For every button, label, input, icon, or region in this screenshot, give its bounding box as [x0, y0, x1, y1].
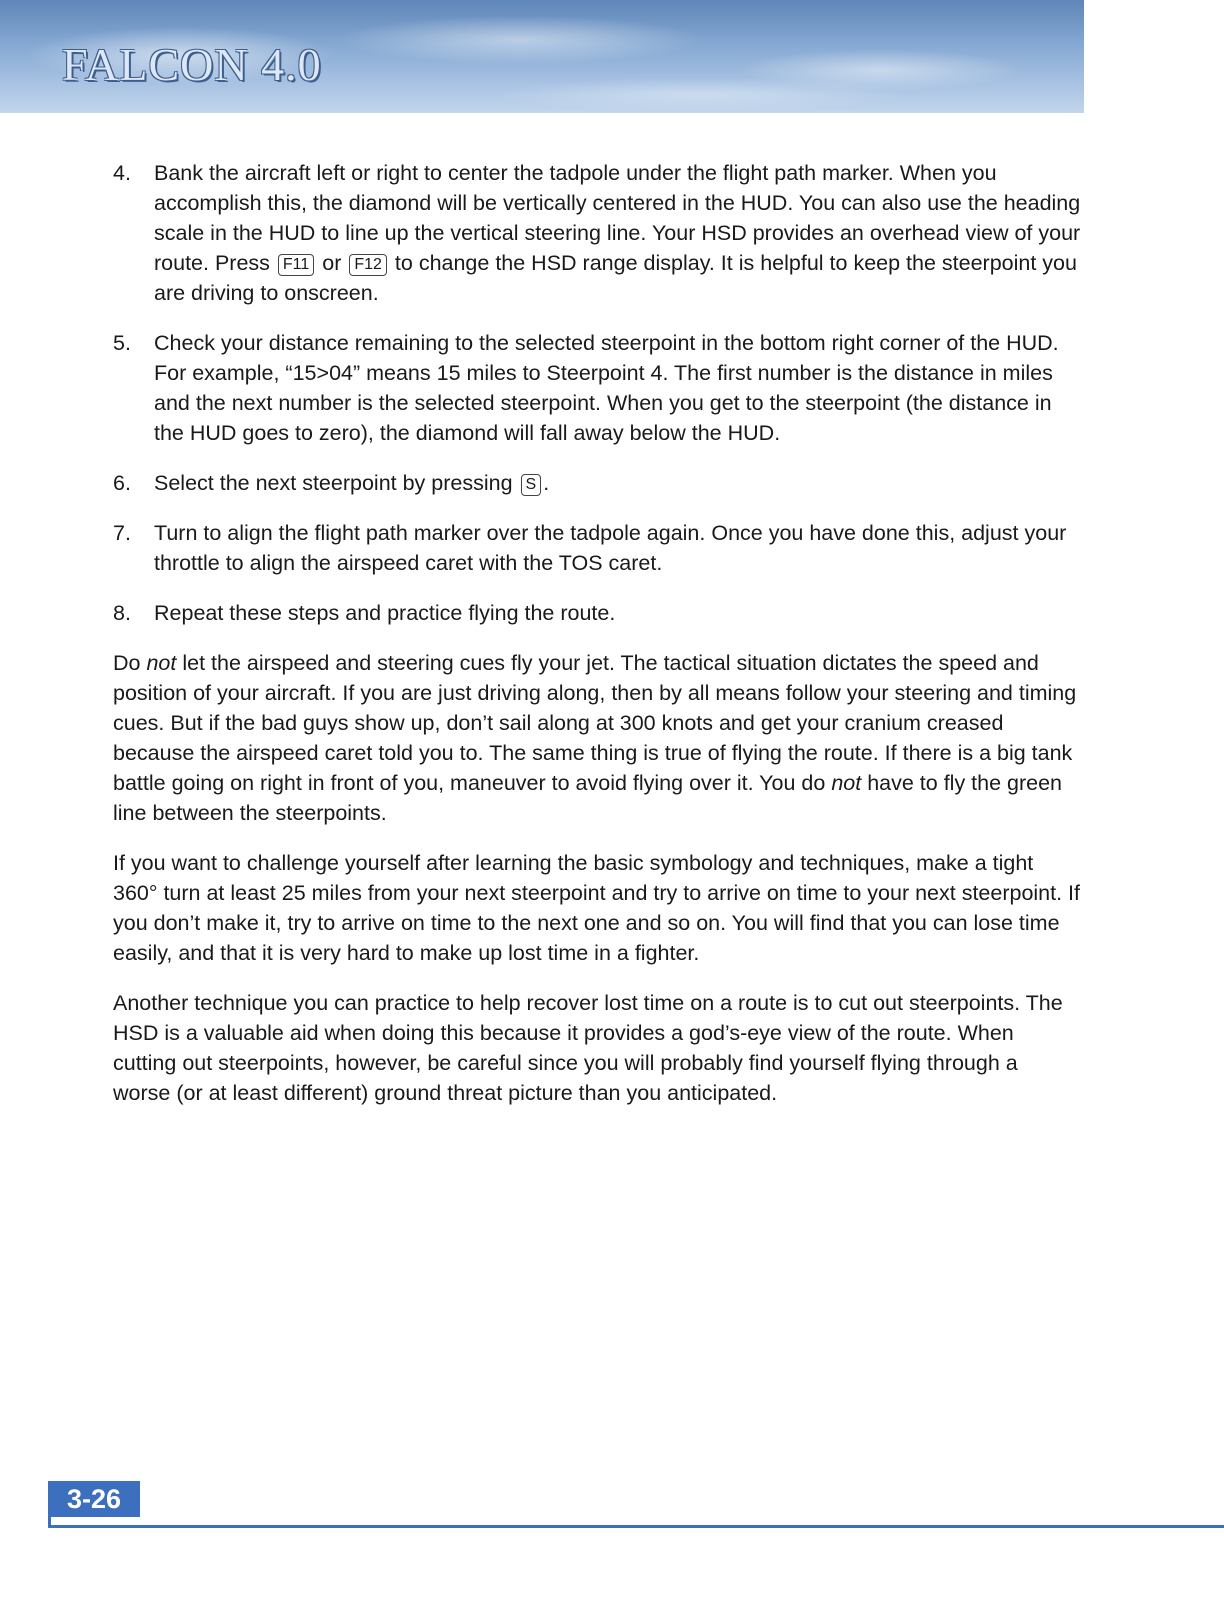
step-text: Bank the aircraft left or right to center the tadpole under the flight path marker. When you accomplish this, the diamond will be vertically centered in the HUD. You can also use the heading scale in the HUD to line up the vertical steering line. Your HSD provides an overhead view of your route. Press: [154, 161, 1081, 275]
key-f12: F12: [349, 254, 387, 276]
step-number: 4.: [113, 161, 131, 185]
list-item: [113, 598, 1081, 628]
header-banner: [0, 0, 1084, 113]
paragraph-text: Do: [113, 651, 147, 675]
list-item: [113, 158, 1081, 308]
page-content: [113, 158, 1081, 1128]
page-number: 3-26: [48, 1481, 140, 1517]
paragraph-text: let the airspeed and steering cues fly your jet. The tactical situation dictates the speed and position of your aircraft. If you are just driving along, then by all means follow your steering and timing cues. But if the bad guys show up, don’t sail along at 300 knots and get your cranium creased because the airspeed caret told you to. The same thing is true of flying the route. If there is a big tank battle going on right in front of you, maneuver to avoid flying over it. You do: [113, 651, 1077, 795]
steps-list: [113, 158, 1081, 628]
step-number: 6.: [113, 471, 131, 495]
step-text: Select the next steerpoint by pressing: [154, 471, 519, 495]
banner-title: FALCON 4.0: [62, 39, 322, 90]
footer-rule: [48, 1525, 1224, 1528]
step-number: 7.: [113, 521, 131, 545]
emphasis-text: not: [146, 651, 177, 675]
step-text: or: [316, 251, 348, 275]
key-f11: F11: [278, 254, 314, 276]
step-text: Turn to align the flight path marker over the tadpole again. Once you have done this, adjust your throttle to align the airspeed caret with the TOS caret.: [154, 521, 1067, 575]
list-item: [113, 468, 1081, 498]
key-s: S: [521, 474, 542, 496]
step-number: 5.: [113, 331, 131, 355]
step-text: .: [543, 471, 550, 495]
step-text: Repeat these steps and practice flying the route.: [154, 601, 616, 625]
list-item: [113, 328, 1081, 448]
body-paragraph: Another technique you can practice to help recover lost time on a route is to cut out steerpoints. The HSD is a valuable aid when doing this because it provides a god’s-eye view of the route. When cutting out steerpoints, however, be careful since you will probably find yourself flying through a worse (or at least different) ground threat picture than you anticipated.: [113, 991, 1063, 1105]
body-paragraph: If you want to challenge yourself after learning the basic symbology and techniques, make a tight 360° turn at least 25 miles from your next steerpoint and try to arrive on time to your next steerpoint. If you don’t make it, try to arrive on time to the next one and so on. You will find that you can lose time easily, and that it is very hard to make up lost time in a fighter.: [113, 851, 1081, 965]
step-text: to change the HSD range display. It is helpful to keep the steerpoint you are driving to onscreen.: [154, 251, 1077, 305]
paragraph-text: have to fly the green line between the steerpoints.: [113, 771, 1063, 825]
step-text: Check your distance remaining to the selected steerpoint in the bottom right corner of the HUD. For example, “15>04” means 15 miles to Steerpoint 4. The first number is the distance in miles and the next number is the selected steerpoint. When you get to the steerpoint (the distance in the HUD goes to zero), the diamond will fall away below the HUD.: [154, 331, 1059, 445]
list-item: [113, 518, 1081, 578]
emphasis-text: not: [831, 771, 862, 795]
step-number: 8.: [113, 601, 131, 625]
body-paragraph: [113, 648, 1081, 828]
